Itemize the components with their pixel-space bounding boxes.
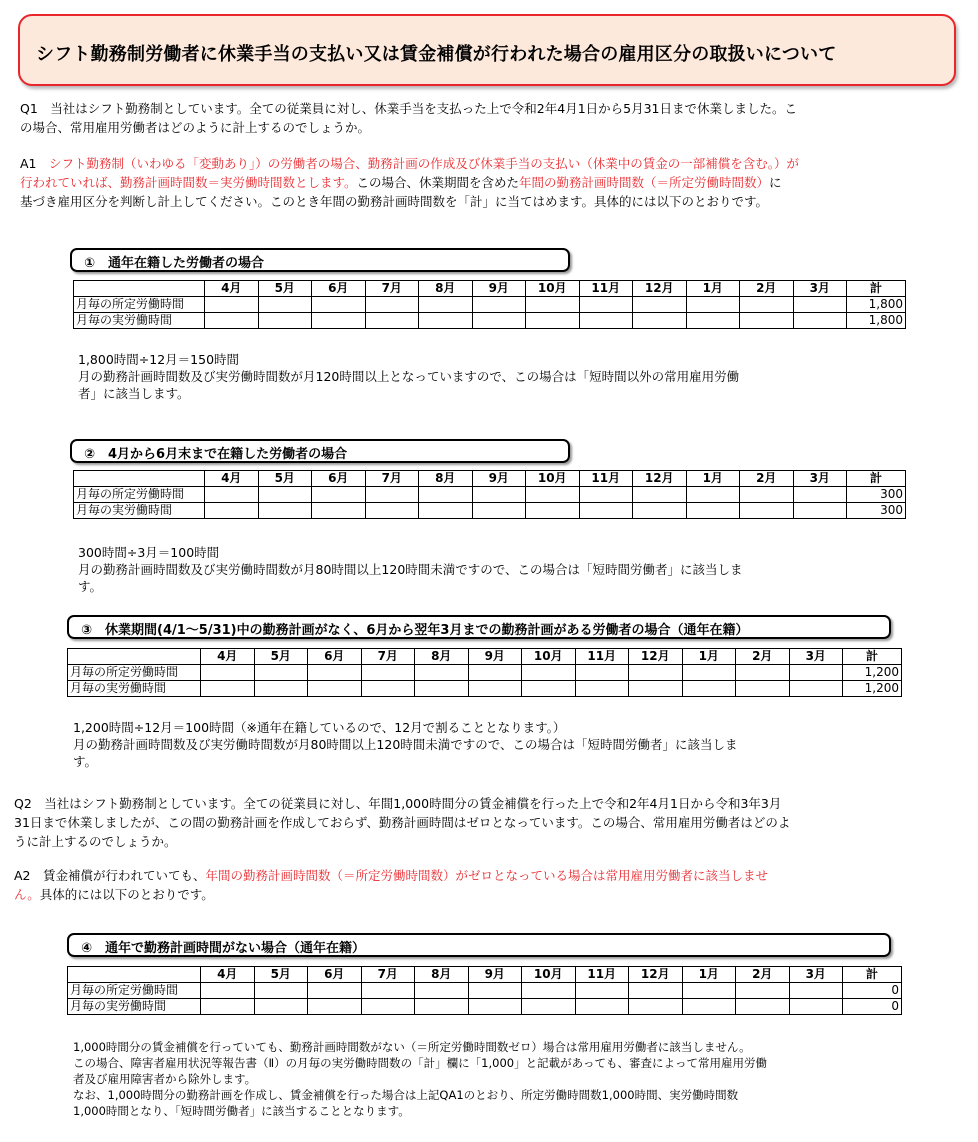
total-header: 計	[847, 281, 906, 297]
total-value: 1,800	[847, 297, 906, 313]
a1-line2-red: 行われていれば、勤務計画時間数＝実労働時間数とします。	[20, 175, 357, 190]
row-label: 月毎の実労働時間	[74, 503, 205, 519]
a1-prefix: A1	[20, 156, 50, 171]
month-header: 1月	[682, 967, 736, 983]
q1-text	[20, 99, 797, 137]
a2-line2-text: 具体的には以下のとおりです。	[39, 887, 214, 902]
a1-line2-red2: 年間の勤務計画時間数（＝所定労働時間数）	[519, 175, 770, 190]
month-header: 9月	[468, 967, 522, 983]
a1-line2-tail: に	[769, 175, 782, 190]
month-header: 2月	[740, 471, 794, 487]
table-row	[68, 681, 902, 697]
table-row	[74, 297, 906, 313]
month-header: 2月	[736, 649, 790, 665]
row-label: 月毎の実労働時間	[68, 999, 201, 1015]
month-header: 5月	[258, 281, 312, 297]
a1-text	[20, 154, 799, 211]
note-line: 1,000時間となり、「短時間労働者」に該当することとなります。	[73, 1104, 410, 1118]
month-header: 4月	[205, 471, 259, 487]
month-header: 8月	[415, 967, 469, 983]
q2-text	[14, 794, 790, 851]
a2-line1-text: A2 賃金補償が行われていても、	[14, 868, 206, 883]
total-header: 計	[847, 471, 906, 487]
section1-table	[73, 280, 906, 329]
month-header: 7月	[365, 281, 419, 297]
q1-line1: Q1 当社はシフト勤務制としています。全ての従業員に対し、休業手当を支払った上で令和2年4月1日から5月31日まで休業しました。こ	[20, 101, 798, 116]
month-header: 4月	[201, 649, 255, 665]
section4-table	[67, 966, 902, 1015]
month-header: 7月	[361, 649, 415, 665]
table-row	[68, 665, 902, 681]
table-header-row	[68, 649, 902, 665]
month-header: 12月	[629, 967, 683, 983]
a2-text	[14, 866, 768, 904]
section1-note	[78, 351, 739, 402]
note-line: 月の勤務計画時間数及び実労働時間数が月80時間以上120時間未満ですので、この場合は「短時間労働者」に該当しま	[78, 562, 743, 577]
month-header: 1月	[682, 649, 736, 665]
note-line: 300時間÷3月＝100時間	[78, 545, 220, 560]
table-header-row	[68, 967, 902, 983]
note-line: なお、1,000時間分の勤務計画を作成し、賃金補償を行った場合は上記QA1のとおり、所定労働時間数1,000時間、実労働時間数	[73, 1088, 739, 1102]
total-value: 0	[843, 999, 902, 1015]
month-header: 9月	[468, 649, 522, 665]
total-value: 1,200	[843, 665, 902, 681]
month-header: 11月	[579, 281, 633, 297]
q2-line1: Q2 当社はシフト勤務制としています。全ての従業員に対し、年間1,000時間分の賃金補償を行った上で令和2年4月1日から令和3年3月	[14, 796, 782, 811]
month-header: 12月	[633, 281, 687, 297]
total-value: 1,800	[847, 313, 906, 329]
table-row	[74, 503, 906, 519]
section3-table	[67, 648, 902, 697]
month-header: 7月	[361, 967, 415, 983]
month-header: 12月	[629, 649, 683, 665]
total-header: 計	[843, 967, 902, 983]
month-header: 6月	[308, 967, 362, 983]
month-header: 8月	[419, 471, 473, 487]
row-label: 月毎の実労働時間	[68, 681, 201, 697]
section4-title: ④ 通年で勤務計画時間がない場合（通年在籍）	[81, 941, 366, 956]
a2-line1-red: 年間の勤務計画時間数（＝所定労働時間数）がゼロとなっている場合は常用雇用労働者に該当しませ	[205, 868, 769, 883]
month-header: 3月	[789, 967, 843, 983]
q2-line3: うに計上するのでしょうか。	[14, 834, 177, 849]
month-header: 5月	[258, 471, 312, 487]
row-label: 月毎の実労働時間	[74, 313, 205, 329]
month-header: 3月	[793, 471, 847, 487]
row-label: 月毎の所定労働時間	[74, 487, 205, 503]
month-header: 4月	[201, 967, 255, 983]
month-header: 10月	[522, 649, 576, 665]
section2-table	[73, 470, 906, 519]
section3-note	[73, 719, 738, 770]
month-header: 2月	[736, 967, 790, 983]
month-header: 10月	[522, 967, 576, 983]
total-value: 300	[847, 487, 906, 503]
table-header-row	[74, 281, 906, 297]
month-header: 7月	[365, 471, 419, 487]
month-header: 10月	[526, 471, 580, 487]
note-line: 月の勤務計画時間数及び実労働時間数が月120時間以上となっていますので、この場合は「短時間以外の常用雇用労働	[78, 369, 740, 384]
section2-title: ② 4月から6月末まで在籍した労働者の場合	[84, 447, 348, 462]
month-header: 5月	[254, 967, 308, 983]
section2-heading	[70, 439, 570, 463]
month-header: 11月	[579, 471, 633, 487]
table-row	[68, 983, 902, 999]
note-line: 月の勤務計画時間数及び実労働時間数が月80時間以上120時間未満ですので、この場合は「短時間労働者」に該当しま	[73, 737, 738, 752]
month-header: 10月	[526, 281, 580, 297]
section2-note	[78, 544, 743, 595]
note-line: 者及び雇用障害者から除外します。	[73, 1072, 257, 1086]
a2-line2-red: ん。	[14, 887, 40, 902]
month-header: 5月	[254, 649, 308, 665]
a1-line2-text: この場合、休業期間を含めた	[356, 175, 520, 190]
total-value: 1,200	[843, 681, 902, 697]
section4-heading	[67, 933, 891, 957]
month-header: 1月	[686, 471, 740, 487]
month-header: 3月	[789, 649, 843, 665]
note-line: 1,200時間÷12月＝100時間（※通年在籍しているので、12月で割ることとなります。）	[73, 720, 566, 735]
section3-title: ③ 休業期間(4/1～5/31)中の勤務計画がなく、6月から翌年3月までの勤務計画がある労働者の場合（通年在籍）	[81, 623, 749, 638]
table-row	[68, 999, 902, 1015]
note-line: 1,800時間÷12月＝150時間	[78, 352, 240, 367]
title-box	[18, 14, 956, 86]
month-header: 2月	[740, 281, 794, 297]
total-header: 計	[843, 649, 902, 665]
q2-line2: 31日まで休業しましたが、この間の勤務計画を作成しておらず、勤務計画時間はゼロとなっています。この場合、常用雇用労働者はどのよ	[14, 815, 791, 830]
note-line: 者」に該当します。	[78, 386, 190, 401]
table-row	[74, 487, 906, 503]
section1-title: ① 通年在籍した労働者の場合	[84, 256, 265, 271]
month-header: 6月	[312, 471, 366, 487]
note-line: す。	[73, 754, 98, 769]
section1-heading	[70, 248, 570, 272]
month-header: 4月	[205, 281, 259, 297]
month-header: 9月	[472, 281, 526, 297]
month-header: 8月	[419, 281, 473, 297]
page-title: シフト勤務制労働者に休業手当の支払い又は賃金補償が行われた場合の雇用区分の取扱いについて	[36, 44, 837, 65]
note-line: す。	[78, 579, 103, 594]
month-header: 11月	[575, 967, 629, 983]
row-label: 月毎の所定労働時間	[68, 665, 201, 681]
month-header: 8月	[415, 649, 469, 665]
total-value: 300	[847, 503, 906, 519]
month-header: 9月	[472, 471, 526, 487]
note-line: この場合、障害者雇用状況等報告書（Ⅱ）の月毎の実労働時間数の「計」欄に「1,000」と記載があっても、審査によって常用雇用労働	[73, 1056, 767, 1070]
a1-line1-red: シフト勤務制（いわゆる「変動あり」）の労働者の場合、勤務計画の作成及び休業手当の支払い（休業中の賃金の一部補償を含む。）が	[49, 156, 800, 171]
q1-line2: の場合、常用雇用労働者はどのように計上するのでしょうか。	[20, 120, 371, 135]
section3-heading	[67, 615, 891, 639]
month-header: 6月	[308, 649, 362, 665]
month-header: 12月	[633, 471, 687, 487]
total-value: 0	[843, 983, 902, 999]
month-header: 6月	[312, 281, 366, 297]
table-header-row	[74, 471, 906, 487]
table-row	[74, 313, 906, 329]
month-header: 11月	[575, 649, 629, 665]
row-label: 月毎の所定労働時間	[68, 983, 201, 999]
section4-note	[73, 1039, 767, 1119]
row-label: 月毎の所定労働時間	[74, 297, 205, 313]
month-header: 1月	[686, 281, 740, 297]
month-header: 3月	[793, 281, 847, 297]
a1-line3: 基づき雇用区分を判断し計上してください。このとき年間の勤務計画時間数を「計」に当てはめます。具体的には以下のとおりです。	[20, 194, 769, 209]
note-line: 1,000時間分の賃金補償を行っていても、勤務計画時間数がない（＝所定労働時間数ゼロ）場合は常用雇用労働者に該当しません。	[73, 1040, 751, 1054]
